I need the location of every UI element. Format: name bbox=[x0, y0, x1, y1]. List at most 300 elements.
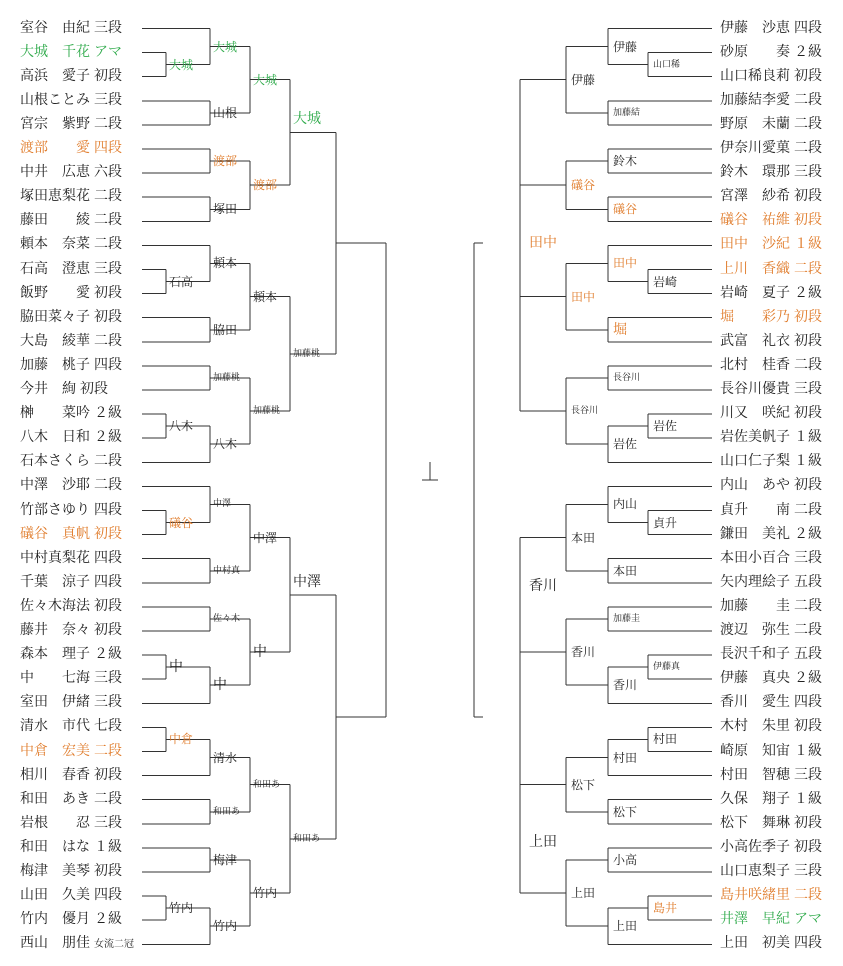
player-name: 佐々木海法 bbox=[20, 597, 90, 614]
player-name: 北村 桂香 bbox=[720, 356, 790, 373]
player-name: 中井 広恵 bbox=[20, 164, 90, 181]
r2-winner-label: 山根 bbox=[213, 105, 238, 120]
player-rank: 五段 bbox=[794, 573, 822, 590]
player-rank: 初段 bbox=[94, 863, 122, 879]
r3-winner-label: 本田 bbox=[571, 530, 596, 545]
player-name: 石高 澄恵 bbox=[20, 260, 90, 277]
player-rank: 四段 bbox=[94, 573, 122, 590]
left-player-row bbox=[20, 474, 122, 496]
player-name: 礒谷 祐維 bbox=[720, 212, 790, 229]
player-name: 中 七海 bbox=[20, 670, 90, 687]
left-player-row bbox=[20, 715, 122, 737]
right-player-row bbox=[720, 330, 822, 352]
left-player-row bbox=[20, 932, 134, 954]
player-rank: 二段 bbox=[94, 453, 122, 470]
player-rank: 三段 bbox=[794, 549, 822, 566]
player-rank: 四段 bbox=[94, 140, 122, 156]
player-name: 中倉 宏美 bbox=[20, 742, 90, 759]
player-rank: 二段 bbox=[94, 212, 122, 229]
r1-winner-label: 中 bbox=[169, 659, 183, 676]
r3-winner-label: 中澤 bbox=[253, 530, 278, 545]
r1-winner-label: 大城 bbox=[169, 57, 194, 72]
player-name: 矢内理絵子 bbox=[720, 573, 790, 590]
player-rank: ２級 bbox=[94, 646, 122, 663]
player-name: 長沢千和子 bbox=[720, 646, 790, 663]
r1-winner-label: 村田 bbox=[653, 732, 678, 747]
player-name: 脇田菜々子 bbox=[20, 308, 90, 325]
player-name: 宮澤 紗希 bbox=[720, 188, 790, 205]
r2-winner-label: 村田 bbox=[613, 750, 638, 765]
r3-winner-label: 加藤桃 bbox=[253, 406, 281, 417]
right-player-row bbox=[720, 860, 822, 882]
left-player-row bbox=[20, 161, 122, 183]
right-player-row bbox=[720, 65, 822, 87]
left-player-row bbox=[20, 523, 122, 545]
player-name: 加藤結李愛 bbox=[720, 91, 790, 108]
player-rank: 二段 bbox=[794, 115, 822, 132]
r2-winner-label: 脇田 bbox=[213, 322, 238, 337]
right-player-row bbox=[720, 137, 822, 159]
player-rank: 初段 bbox=[94, 766, 122, 783]
r3-winner-label: 松下 bbox=[571, 777, 596, 792]
left-player-row bbox=[20, 258, 122, 280]
right-player-row bbox=[720, 499, 822, 521]
player-rank: 四段 bbox=[94, 501, 122, 518]
player-name: 崎原 知宙 bbox=[720, 742, 790, 759]
r1-winner-label: 岩佐 bbox=[653, 419, 678, 434]
player-name: 砂原 奏 bbox=[720, 43, 790, 60]
player-name: 森本 理子 bbox=[20, 646, 90, 663]
r2-winner-label: 加藤桃 bbox=[213, 372, 241, 383]
player-rank: 二段 bbox=[94, 332, 122, 349]
player-name: 宮宗 紫野 bbox=[20, 115, 90, 132]
player-rank: 二段 bbox=[794, 597, 822, 614]
player-name: 中澤 沙耶 bbox=[20, 477, 90, 494]
right-player-row bbox=[720, 523, 822, 545]
player-rank: 三段 bbox=[794, 381, 822, 397]
player-name: 木村 朱里 bbox=[720, 718, 790, 735]
left-player-row bbox=[20, 426, 122, 448]
r2-winner-label: 渡部 bbox=[213, 154, 238, 169]
left-player-row bbox=[20, 764, 122, 786]
r3-winner-label: 礒谷 bbox=[571, 178, 596, 193]
player-rank: １級 bbox=[94, 838, 122, 855]
player-name: 本田小百合 bbox=[720, 549, 790, 566]
player-rank: 四段 bbox=[94, 887, 122, 904]
player-name: 塚田恵梨花 bbox=[20, 188, 90, 205]
right-player-row bbox=[720, 740, 822, 762]
player-name: 加藤 圭 bbox=[720, 597, 790, 614]
player-rank: 四段 bbox=[794, 694, 822, 711]
r2-winner-label: 本田 bbox=[613, 563, 638, 578]
r2-winner-label: 松下 bbox=[613, 804, 638, 819]
right-player-row bbox=[720, 185, 822, 207]
player-name: 久保 翔子 bbox=[720, 790, 790, 807]
player-rank: 三段 bbox=[94, 694, 122, 711]
left-player-row bbox=[20, 185, 122, 207]
player-rank: 二段 bbox=[94, 115, 122, 132]
player-name: 伊藤 真央 bbox=[720, 670, 790, 687]
player-rank: 初段 bbox=[94, 622, 122, 638]
r2-winner-label: 清水 bbox=[213, 750, 238, 765]
right-player-row bbox=[720, 402, 822, 424]
player-name: 相川 春香 bbox=[20, 766, 90, 783]
player-rank: 初段 bbox=[94, 525, 122, 542]
player-rank: １級 bbox=[794, 790, 822, 807]
left-player-row bbox=[20, 643, 122, 665]
right-player-row bbox=[720, 595, 822, 617]
r2-winner-label: 小高 bbox=[613, 852, 638, 867]
right-player-row bbox=[720, 306, 822, 328]
right-player-row bbox=[720, 17, 822, 39]
r1-winner-label: 岩崎 bbox=[653, 274, 678, 289]
player-rank: 初段 bbox=[94, 308, 122, 325]
player-name: 松下 舞琳 bbox=[720, 814, 790, 831]
player-rank: 二段 bbox=[94, 790, 122, 807]
player-rank: アマ bbox=[794, 911, 822, 928]
right-player-row bbox=[720, 571, 822, 593]
player-name: 内山 あや bbox=[720, 477, 790, 494]
player-name: 小高佐季子 bbox=[720, 838, 790, 855]
right-player-row bbox=[720, 836, 822, 858]
right-player-row bbox=[720, 354, 822, 376]
player-name: 渡辺 弥生 bbox=[720, 622, 790, 638]
left-player-row bbox=[20, 17, 122, 39]
player-name: 室谷 由紀 bbox=[20, 19, 90, 36]
left-player-row bbox=[20, 667, 122, 689]
left-player-row bbox=[20, 137, 122, 159]
player-rank: 三段 bbox=[94, 19, 122, 36]
player-name: 中村真梨花 bbox=[20, 549, 90, 566]
player-rank: 四段 bbox=[94, 549, 122, 566]
player-rank: １級 bbox=[794, 742, 822, 759]
player-rank: 初段 bbox=[794, 188, 822, 205]
player-name: 今井 絢 bbox=[20, 381, 76, 397]
r4-winner-label: 和田あ bbox=[293, 833, 321, 844]
player-rank: 四段 bbox=[794, 935, 822, 952]
player-name: 藤田 綾 bbox=[20, 212, 90, 229]
player-rank: 女流二冠 bbox=[94, 939, 134, 951]
player-rank: 二段 bbox=[794, 140, 822, 156]
player-name: 清水 市代 bbox=[20, 718, 90, 735]
r3-winner-label: 大城 bbox=[253, 72, 278, 87]
player-name: 岩根 忍 bbox=[20, 814, 90, 831]
right-player-row bbox=[720, 691, 822, 713]
right-player-row bbox=[720, 908, 822, 930]
right-player-row bbox=[720, 715, 822, 737]
left-player-row bbox=[20, 209, 122, 231]
r3-winner-label: 頼本 bbox=[253, 289, 278, 304]
player-rank: ２級 bbox=[94, 405, 122, 422]
player-name: 岩佐美帆子 bbox=[720, 429, 790, 446]
player-rank: 五段 bbox=[794, 646, 822, 663]
right-player-row bbox=[720, 932, 822, 954]
r4-winner-label: 香川 bbox=[529, 577, 557, 594]
player-name: 八木 日和 bbox=[20, 429, 90, 446]
left-player-row bbox=[20, 450, 122, 472]
player-rank: ２級 bbox=[794, 43, 822, 60]
player-name: 伊藤 沙恵 bbox=[720, 19, 790, 36]
r2-winner-label: 香川 bbox=[613, 678, 638, 693]
player-name: 伊奈川愛菓 bbox=[720, 140, 790, 156]
left-player-row bbox=[20, 113, 122, 135]
left-player-row bbox=[20, 354, 122, 376]
player-rank: １級 bbox=[794, 429, 822, 446]
left-player-row bbox=[20, 306, 122, 328]
r4-winner-label: 田中 bbox=[529, 235, 557, 252]
left-player-row bbox=[20, 547, 122, 569]
r4-winner-label: 大城 bbox=[293, 111, 321, 128]
player-name: 岩崎 夏子 bbox=[720, 284, 790, 301]
r4-winner-label: 上田 bbox=[529, 833, 557, 850]
player-rank: 二段 bbox=[94, 188, 122, 205]
player-name: 鎌田 美礼 bbox=[720, 525, 790, 542]
right-player-row bbox=[720, 547, 822, 569]
player-rank: ２級 bbox=[794, 525, 822, 542]
player-rank: 初段 bbox=[794, 814, 822, 831]
r3-winner-label: 和田あ bbox=[253, 779, 281, 790]
r3-winner-label: 田中 bbox=[571, 289, 596, 304]
left-player-row bbox=[20, 595, 122, 617]
player-name: 長谷川優貴 bbox=[720, 381, 790, 397]
left-player-row bbox=[20, 788, 122, 810]
left-player-row bbox=[20, 89, 122, 111]
player-name: 山田 久美 bbox=[20, 887, 90, 904]
player-name: 山口稀良莉 bbox=[720, 67, 790, 84]
player-rank: 初段 bbox=[794, 212, 822, 229]
player-name: 貞升 南 bbox=[720, 501, 790, 518]
player-rank: ２級 bbox=[94, 429, 122, 446]
player-rank: 二段 bbox=[794, 887, 822, 904]
player-rank: 二段 bbox=[794, 260, 822, 277]
player-rank: 三段 bbox=[94, 670, 122, 687]
player-name: 石本さくら bbox=[20, 453, 90, 470]
left-player-row bbox=[20, 884, 122, 906]
player-name: 香川 愛生 bbox=[720, 694, 790, 711]
left-player-row bbox=[20, 619, 122, 641]
player-name: 山口恵梨子 bbox=[720, 863, 790, 879]
player-rank: １級 bbox=[794, 453, 822, 470]
r2-winner-label: 和田あ bbox=[213, 806, 241, 817]
player-rank: 二段 bbox=[94, 477, 122, 494]
right-player-row bbox=[720, 667, 822, 689]
player-name: 島井咲緒里 bbox=[720, 887, 790, 904]
player-rank: 三段 bbox=[94, 91, 122, 108]
r3-winner-label: 渡部 bbox=[253, 178, 278, 193]
player-name: 山根ことみ bbox=[20, 91, 90, 108]
right-player-row bbox=[720, 426, 822, 448]
r1-winner-label: 山口稀 bbox=[653, 59, 681, 70]
right-player-row bbox=[720, 258, 822, 280]
right-player-row bbox=[720, 788, 822, 810]
right-player-row bbox=[720, 764, 822, 786]
player-rank: アマ bbox=[94, 43, 122, 60]
player-rank: 三段 bbox=[794, 766, 822, 783]
player-rank: 四段 bbox=[94, 356, 122, 373]
r3-winner-label: 竹内 bbox=[253, 886, 278, 901]
r1-winner-label: 竹内 bbox=[169, 901, 194, 916]
player-rank: ２級 bbox=[794, 284, 822, 301]
left-player-row bbox=[20, 860, 122, 882]
player-rank: 二段 bbox=[794, 91, 822, 108]
player-name: 和田 はな bbox=[20, 838, 90, 855]
r1-winner-label: 貞升 bbox=[653, 515, 678, 530]
r2-winner-label: 八木 bbox=[213, 437, 238, 452]
player-rank: 初段 bbox=[794, 67, 822, 84]
player-name: 竹内 優月 bbox=[20, 911, 90, 928]
r2-winner-label: 塚田 bbox=[213, 202, 238, 217]
r2-winner-label: 梅津 bbox=[213, 852, 238, 867]
player-name: 大城 千花 bbox=[20, 43, 90, 60]
player-name: 堀 彩乃 bbox=[720, 308, 790, 325]
player-name: 礒谷 真帆 bbox=[20, 525, 90, 542]
player-rank: 初段 bbox=[94, 284, 122, 301]
player-name: 鈴木 環那 bbox=[720, 164, 790, 181]
right-player-row bbox=[720, 378, 822, 400]
r2-winner-label: 中 bbox=[213, 677, 227, 694]
player-rank: 初段 bbox=[94, 67, 122, 84]
player-rank: １級 bbox=[794, 236, 822, 253]
left-player-row bbox=[20, 65, 122, 87]
right-player-row bbox=[720, 209, 822, 231]
player-rank: 三段 bbox=[94, 814, 122, 831]
right-player-row bbox=[720, 812, 822, 834]
player-name: 室田 伊緒 bbox=[20, 694, 90, 711]
player-name: 大島 綾華 bbox=[20, 332, 90, 349]
r2-winner-label: 中澤 bbox=[213, 499, 232, 510]
r2-winner-label: 内山 bbox=[613, 497, 638, 512]
player-name: 上川 香織 bbox=[720, 260, 790, 277]
player-rank: 二段 bbox=[794, 622, 822, 638]
left-player-row bbox=[20, 41, 122, 63]
player-name: 頼本 奈菜 bbox=[20, 236, 90, 253]
player-rank: 七段 bbox=[94, 718, 122, 735]
player-rank: 初段 bbox=[794, 838, 822, 855]
right-player-row bbox=[720, 41, 822, 63]
r3-winner-label: 伊藤 bbox=[571, 72, 596, 87]
right-player-row bbox=[720, 643, 822, 665]
player-rank: 二段 bbox=[94, 742, 122, 759]
r2-winner-label: 長谷川 bbox=[613, 372, 641, 383]
player-name: 野原 未蘭 bbox=[720, 115, 790, 132]
r3-winner-label: 中 bbox=[253, 644, 267, 661]
player-name: 榊 菜吟 bbox=[20, 405, 90, 422]
left-player-row bbox=[20, 499, 122, 521]
r3-winner-label: 長谷川 bbox=[571, 406, 599, 417]
player-name: 飯野 愛 bbox=[20, 284, 90, 301]
player-rank: 初段 bbox=[80, 381, 108, 397]
r2-winner-label: 竹内 bbox=[213, 919, 238, 934]
right-player-row bbox=[720, 161, 822, 183]
r2-winner-label: 鈴木 bbox=[613, 154, 638, 169]
player-rank: 初段 bbox=[794, 308, 822, 325]
right-player-row bbox=[720, 113, 822, 135]
left-player-row bbox=[20, 282, 122, 304]
left-player-row bbox=[20, 812, 122, 834]
r2-winner-label: 岩佐 bbox=[613, 437, 638, 452]
player-name: 村田 智穂 bbox=[720, 766, 790, 783]
r4-winner-label: 加藤桃 bbox=[293, 348, 321, 359]
right-player-row bbox=[720, 233, 822, 255]
player-rank: 四段 bbox=[794, 19, 822, 36]
r2-winner-label: 中村真 bbox=[213, 565, 241, 576]
left-player-row bbox=[20, 402, 122, 424]
player-name: 藤井 奈々 bbox=[20, 622, 90, 638]
player-name: 西山 朋佳 bbox=[20, 935, 90, 952]
player-rank: 六段 bbox=[94, 164, 122, 181]
player-rank: 三段 bbox=[794, 164, 822, 181]
player-name: 千葉 涼子 bbox=[20, 573, 90, 590]
left-player-row bbox=[20, 691, 122, 713]
r2-winner-label: 加藤圭 bbox=[613, 613, 641, 624]
player-name: 井澤 早紀 bbox=[720, 911, 790, 928]
player-name: 山口仁子梨 bbox=[720, 453, 790, 470]
r2-winner-label: 礒谷 bbox=[613, 202, 638, 217]
r3-winner-label: 香川 bbox=[571, 645, 596, 660]
r1-winner-label: 中倉 bbox=[169, 732, 194, 747]
right-player-row bbox=[720, 282, 822, 304]
player-rank: 二段 bbox=[794, 501, 822, 518]
right-player-row bbox=[720, 89, 822, 111]
right-player-row bbox=[720, 884, 822, 906]
player-rank: 初段 bbox=[794, 332, 822, 349]
player-name: 上田 初美 bbox=[720, 935, 790, 952]
player-name: 川又 咲紀 bbox=[720, 405, 790, 422]
r2-winner-label: 堀 bbox=[613, 321, 627, 338]
right-player-row bbox=[720, 474, 822, 496]
player-rank: 二段 bbox=[794, 356, 822, 373]
player-rank: 三段 bbox=[794, 863, 822, 879]
player-rank: ２級 bbox=[94, 911, 122, 928]
player-name: 田中 沙紀 bbox=[720, 236, 790, 253]
r1-winner-label: 礒谷 bbox=[169, 515, 194, 530]
r2-winner-label: 大城 bbox=[213, 39, 238, 54]
left-player-row bbox=[20, 571, 122, 593]
r2-winner-label: 田中 bbox=[613, 256, 638, 271]
player-rank: 三段 bbox=[94, 260, 122, 277]
r1-winner-label: 島井 bbox=[653, 901, 678, 916]
player-name: 高浜 愛子 bbox=[20, 67, 90, 84]
left-player-row bbox=[20, 233, 122, 255]
player-name: 竹部さゆり bbox=[20, 501, 90, 518]
right-player-row bbox=[720, 619, 822, 641]
player-rank: 初段 bbox=[794, 405, 822, 422]
player-name: 武富 礼衣 bbox=[720, 332, 790, 349]
r3-winner-label: 上田 bbox=[571, 886, 596, 901]
player-name: 渡部 愛 bbox=[20, 140, 90, 156]
player-name: 加藤 桃子 bbox=[20, 356, 90, 373]
r2-winner-label: 伊藤 bbox=[613, 39, 638, 54]
r4-winner-label: 中澤 bbox=[293, 573, 321, 590]
player-name: 梅津 美琴 bbox=[20, 863, 90, 879]
player-rank: ２級 bbox=[794, 670, 822, 687]
player-rank: 初段 bbox=[94, 597, 122, 614]
r2-winner-label: 上田 bbox=[613, 919, 638, 934]
left-player-row bbox=[20, 740, 122, 762]
player-rank: 初段 bbox=[794, 477, 822, 494]
right-player-row bbox=[720, 450, 822, 472]
r2-winner-label: 加藤結 bbox=[613, 107, 641, 118]
left-player-row bbox=[20, 378, 108, 400]
player-rank: 二段 bbox=[94, 236, 122, 253]
player-name: 和田 あき bbox=[20, 790, 90, 807]
left-player-row bbox=[20, 908, 122, 930]
left-player-row bbox=[20, 330, 122, 352]
r1-winner-label: 八木 bbox=[169, 419, 194, 434]
r2-winner-label: 佐々木 bbox=[213, 613, 241, 624]
player-rank: 初段 bbox=[794, 718, 822, 735]
left-player-row bbox=[20, 836, 122, 858]
